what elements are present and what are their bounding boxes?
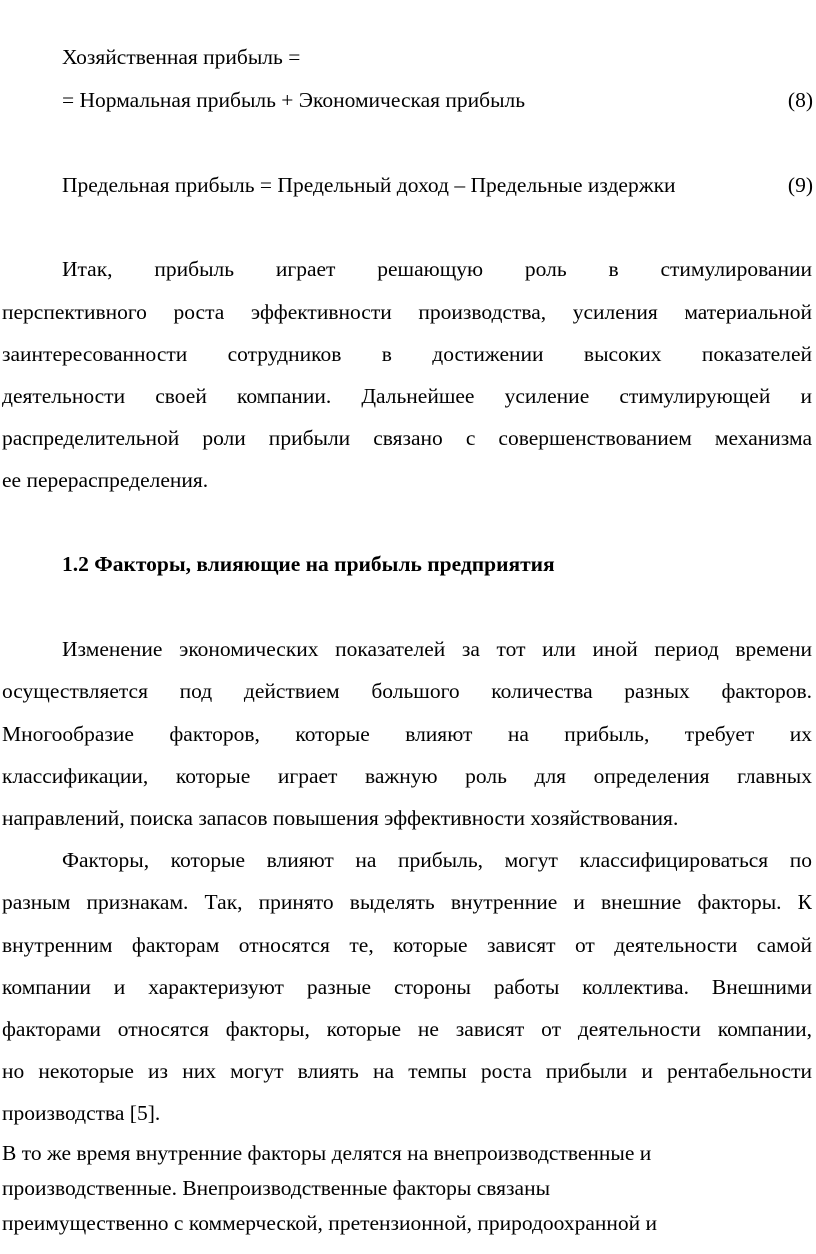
paragraph-1-line-4: деятельности своей компании. Дальнейшее усиление стимулирующей и	[2, 384, 812, 408]
paragraph-3-line-3: внутренним факторам относятся те, которые зависят от деятельности самой	[2, 933, 812, 957]
paragraph-4-line-2: производственные. Внепроизводственные факторы связаны	[2, 1176, 551, 1200]
paragraph-3-line-2: разным признакам. Так, принято выделять внутренние и внешние факторы. К	[2, 890, 812, 914]
section-heading: 1.2 Факторы, влияющие на прибыль предприятия	[62, 552, 555, 576]
formula-9-number: (9)	[787, 173, 813, 197]
paragraph-4-line-3: преимущественно с коммерческой, претензионной, природоохранной и	[2, 1211, 658, 1235]
paragraph-1-line-6: ее перераспределения.	[2, 468, 209, 492]
paragraph-2-line-3: Многообразие факторов, которые влияют на прибыль, требует их	[2, 722, 812, 746]
formula-9-text: Предельная прибыль = Предельный доход – Предельные издержки	[62, 173, 676, 197]
paragraph-2-line-4: классификации, которые играет важную роль для определения главных	[2, 764, 812, 788]
paragraph-3-line-7: производства [5].	[2, 1101, 161, 1125]
paragraph-2-line-2: осуществляется под действием большого количества разных факторов.	[2, 679, 812, 703]
paragraph-1-line-3: заинтересованности сотрудников в достижении высоких показателей	[2, 342, 812, 366]
paragraph-3-line-4: компании и характеризуют разные стороны работы коллектива. Внешними	[2, 975, 812, 999]
formula-8-line-1-text: Хозяйственная прибыль =	[62, 45, 301, 69]
paragraph-1-line-1: Итак, прибыль играет решающую роль в стимулировании	[62, 257, 812, 281]
formula-8-number: (8)	[787, 88, 813, 112]
paragraph-3-line-6: но некоторые из них могут влиять на темпы роста прибыли и рентабельности	[2, 1059, 812, 1083]
formula-8-line-2-text: = Нормальная прибыль + Экономическая прибыль	[62, 88, 526, 112]
paragraph-2-line-5: направлений, поиска запасов повышения эффективности хозяйствования.	[2, 806, 679, 830]
paragraph-1-line-2: перспективного роста эффективности производства, усиления материальной	[2, 300, 812, 324]
paragraph-3-line-5: факторами относятся факторы, которые не зависят от деятельности компании,	[2, 1017, 812, 1041]
paragraph-4-line-1: В то же время внутренние факторы делятся на внепроизводственные и	[2, 1141, 652, 1165]
paragraph-1-line-5: распределительной роли прибыли связано с совершенствованием механизма	[2, 426, 812, 450]
paragraph-2-line-1: Изменение экономических показателей за тот или иной период времени	[62, 637, 812, 661]
paragraph-3-line-1: Факторы, которые влияют на прибыль, могут классифицироваться по	[62, 848, 812, 872]
